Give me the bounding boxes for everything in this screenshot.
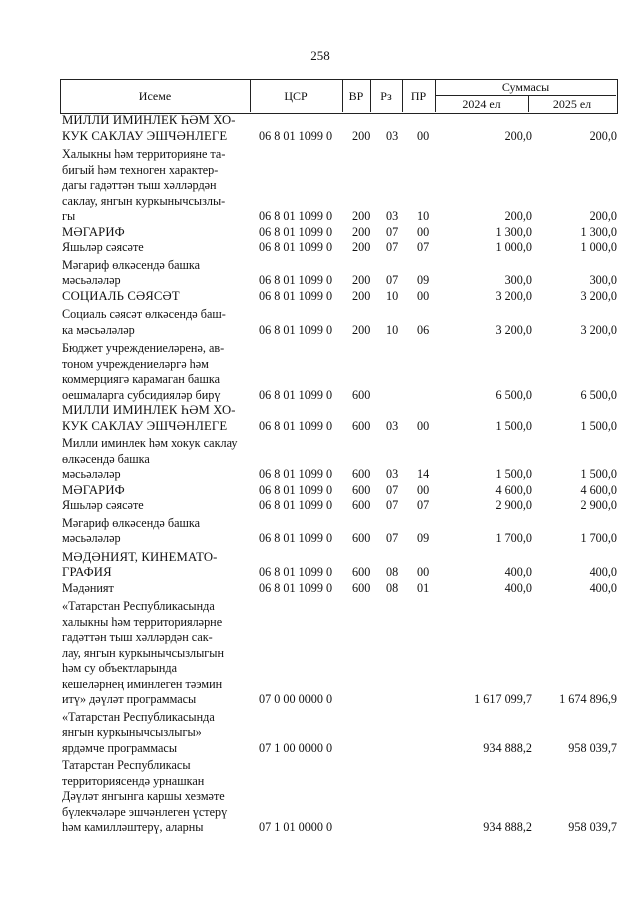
row-sum-2025: 1 700,0: [580, 531, 617, 545]
row-vr: 200: [352, 322, 371, 337]
row-sum-2024: 6 500,0: [495, 387, 532, 402]
row-name: Яшьләр сәясәте: [62, 240, 144, 254]
row-name: Яшьләр сәясәте: [62, 498, 144, 512]
table-row: [62, 240, 617, 256]
row-rz: 07: [386, 531, 399, 545]
row-vr: 600: [352, 531, 371, 545]
row-csr: 06 8 01 1099 0: [259, 467, 333, 481]
table-row: [62, 498, 617, 514]
row-name: МИЛЛИ ИМИНЛЕК ҺӘМ ХО- КУК САКЛАУ ЭШЧӘНЛЕГЕ: [62, 403, 236, 433]
table-header: [60, 79, 617, 113]
row-vr: 200: [352, 273, 371, 287]
row-name: Халыкны һәм территорияне та- бигый һәм техноген характер- дагы гадәттән тыш хәлләрдән саклау, янгын куркынычсызлы- гы: [62, 147, 226, 223]
row-sum-2024: 3 200,0: [495, 288, 532, 303]
row-sum-2025: 1 500,0: [580, 418, 617, 433]
row-vr: 600: [352, 498, 371, 512]
row-sum-2024: 1 300,0: [495, 224, 532, 239]
row-sum-2025: 400,0: [589, 565, 617, 579]
row-sum-2025: 4 600,0: [580, 482, 617, 497]
table-row: [62, 341, 617, 403]
row-name: Мәгариф өлкәсендә башка мәсьәләләр: [62, 257, 201, 287]
row-pr: 00: [417, 288, 430, 303]
row-pr: 10: [417, 209, 430, 223]
row-vr: 200: [352, 209, 371, 223]
row-name: Бюджет учреждениеләренә, ав- тоном учреждениеләргә һәм коммерциягә карамаган башка оешмаларга субсидияләр бирү: [62, 341, 225, 402]
row-sum-2025: 3 200,0: [580, 322, 617, 337]
row-pr: 01: [417, 580, 430, 595]
row-vr: 600: [352, 387, 371, 402]
row-rz: 07: [386, 498, 399, 512]
row-name: МӘГАРИФ: [62, 482, 125, 497]
row-sum-2025: 400,0: [589, 580, 617, 595]
row-pr: 00: [417, 224, 430, 239]
header-2025: 2025 ел: [552, 97, 592, 111]
row-rz: 08: [386, 580, 399, 595]
header-csr: ЦСР: [284, 89, 308, 103]
table-row: [62, 550, 617, 581]
row-csr: 06 8 01 1099 0: [259, 531, 333, 545]
table-row: [62, 516, 617, 547]
row-rz: 07: [386, 240, 399, 254]
row-csr: 06 8 01 1099 0: [259, 240, 333, 254]
row-pr: 00: [417, 482, 430, 497]
table-row: [62, 147, 617, 225]
row-csr: 06 8 01 1099 0: [259, 128, 333, 143]
row-pr: 07: [417, 240, 430, 254]
table-row: [62, 483, 617, 499]
row-vr: 600: [352, 418, 371, 433]
row-name: Социаль сәясәт өлкәсендә баш- ка мәсьәләләр: [62, 307, 226, 337]
row-sum-2025: 1 674 896,9: [559, 692, 617, 706]
row-vr: 200: [352, 128, 371, 143]
row-pr: 00: [417, 128, 430, 143]
row-csr: 07 0 00 0000 0: [259, 692, 333, 706]
row-name: МӘГАРИФ: [62, 224, 125, 239]
table-row: [62, 599, 617, 708]
row-sum-2024: 300,0: [504, 273, 532, 287]
row-csr: 06 8 01 1099 0: [259, 209, 333, 223]
row-vr: 600: [352, 482, 371, 497]
row-sum-2025: 200,0: [589, 209, 617, 223]
row-vr: 600: [352, 467, 371, 481]
row-sum-2024: 1 700,0: [495, 531, 532, 545]
row-sum-2024: 200,0: [504, 209, 532, 223]
row-pr: 14: [417, 467, 430, 481]
row-csr: 06 8 01 1099 0: [259, 482, 333, 497]
row-sum-2024: 400,0: [504, 580, 532, 595]
row-sum-2024: 1 000,0: [495, 240, 532, 254]
header-sums: Суммасы: [501, 80, 550, 94]
table-row: [62, 758, 617, 836]
row-rz: 08: [386, 565, 399, 579]
row-sum-2024: 1 617 099,7: [474, 692, 532, 706]
row-rz: 03: [386, 418, 399, 433]
row-pr: 07: [417, 498, 430, 512]
row-rz: 07: [386, 482, 399, 497]
table-row: [62, 113, 617, 144]
row-sum-2024: 1 500,0: [495, 467, 532, 481]
row-name: «Татарстан Республикасында янгын куркынычсызлыгы» ярдәмче программасы: [62, 709, 215, 755]
row-name: МӘДӘНИЯТ, КИНЕМАТО- ГРАФИЯ: [62, 549, 218, 579]
row-vr: 200: [352, 224, 371, 239]
row-sum-2024: 4 600,0: [495, 482, 532, 497]
row-sum-2024: 1 500,0: [495, 418, 532, 433]
row-rz: 10: [386, 288, 399, 303]
row-sum-2025: 1 500,0: [580, 467, 617, 481]
row-csr: 06 8 01 1099 0: [259, 418, 333, 433]
table-row: [62, 436, 617, 483]
row-sum-2024: 934 888,2: [483, 820, 532, 834]
row-sum-2024: 2 900,0: [495, 498, 532, 512]
row-vr: 200: [352, 288, 371, 303]
row-csr: 06 8 01 1099 0: [259, 565, 333, 579]
row-csr: 06 8 01 1099 0: [259, 273, 333, 287]
row-sum-2024: 400,0: [504, 565, 532, 579]
row-csr: 06 8 01 1099 0: [259, 322, 333, 337]
page-number: 258: [310, 48, 330, 63]
row-csr: 06 8 01 1099 0: [259, 288, 333, 303]
row-csr: 06 8 01 1099 0: [259, 580, 333, 595]
row-name: «Татарстан Республикасында халыкны һәм территорияләрне гадәттән тыш хәлләрдән сак- лау, янгын куркынычсызлыгын һәм су объектларында кешеләрнең иминлеген тәэмин итү» дәүләт программасы: [62, 599, 225, 706]
row-name: Мәдәният: [62, 580, 114, 595]
row-sum-2025: 6 500,0: [580, 387, 617, 402]
table-row: [62, 581, 617, 597]
row-rz: 10: [386, 322, 399, 337]
budget-table-body: [62, 113, 617, 836]
table-row: [62, 403, 617, 434]
row-sum-2025: 300,0: [589, 273, 617, 287]
row-sum-2024: 3 200,0: [495, 322, 532, 337]
header-rz: Рз: [380, 89, 392, 103]
header-2024: 2024 ел: [462, 97, 501, 111]
row-pr: 00: [417, 565, 430, 579]
header-pr: ПР: [410, 89, 427, 103]
row-sum-2025: 958 039,7: [568, 820, 617, 834]
header-divider: [435, 95, 616, 96]
row-name: СОЦИАЛЬ СӘЯСӘТ: [62, 288, 180, 303]
row-rz: 03: [386, 128, 399, 143]
table-row: [62, 258, 617, 289]
row-pr: 09: [417, 531, 430, 545]
header-vr: ВР: [348, 89, 364, 103]
row-csr: 07 1 01 0000 0: [259, 820, 333, 834]
row-pr: 09: [417, 273, 430, 287]
row-name: МИЛЛИ ИМИНЛЕК ҺӘМ ХО- КУК САКЛАУ ЭШЧӘНЛЕГЕ: [62, 113, 236, 143]
table-row: [62, 289, 617, 305]
row-sum-2025: 2 900,0: [580, 498, 617, 512]
table-row: [62, 225, 617, 241]
row-sum-2025: 3 200,0: [580, 288, 617, 303]
row-rz: 07: [386, 273, 399, 287]
row-csr: 06 8 01 1099 0: [259, 224, 333, 239]
table-row: [62, 710, 617, 757]
row-pr: 06: [417, 322, 430, 337]
row-vr: 200: [352, 240, 371, 254]
row-name: Мәгариф өлкәсендә башка мәсьәләләр: [62, 515, 201, 545]
row-sum-2024: 200,0: [504, 128, 532, 143]
row-rz: 03: [386, 209, 399, 223]
row-rz: 03: [386, 467, 399, 481]
row-name: Татарстан Республикасы территориясендә урнашкан Дәүләт янгынга каршы хезмәте бүлекчәләре эшчәнлеген үстерү һәм камилләштерү, аларны: [62, 758, 228, 834]
row-sum-2025: 958 039,7: [568, 740, 617, 755]
row-sum-2025: 1 300,0: [580, 224, 617, 239]
row-sum-2024: 934 888,2: [483, 740, 532, 755]
row-sum-2025: 200,0: [589, 128, 617, 143]
row-csr: 06 8 01 1099 0: [259, 387, 333, 402]
row-csr: 06 8 01 1099 0: [259, 498, 333, 512]
row-vr: 600: [352, 565, 371, 579]
row-sum-2025: 1 000,0: [580, 240, 617, 254]
row-csr: 07 1 00 0000 0: [259, 740, 333, 755]
row-pr: 00: [417, 418, 430, 433]
row-vr: 600: [352, 580, 371, 595]
row-rz: 07: [386, 224, 399, 239]
header-name: Исеме: [138, 89, 172, 103]
row-name: Милли иминлек һәм хокук саклау өлкәсендә башка мәсьәләләр: [62, 436, 238, 481]
table-row: [62, 307, 617, 338]
